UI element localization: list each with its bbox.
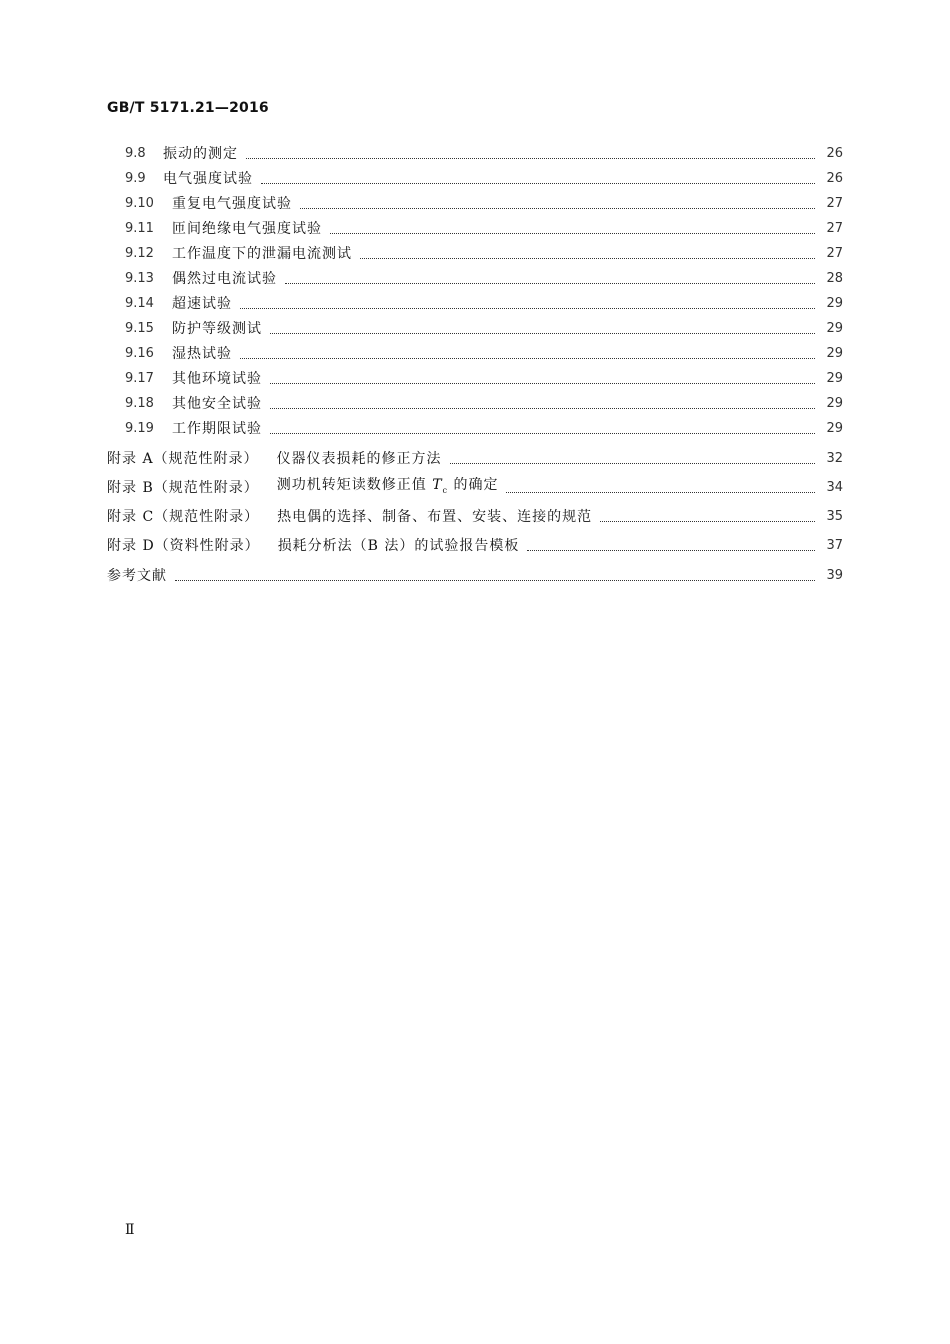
toc-entry-title: 热电偶的选择、制备、布置、安装、连接的规范 (277, 509, 593, 525)
toc-leader-dots (246, 158, 815, 159)
toc-leader-dots (270, 383, 815, 384)
toc-entry-page: 29 (826, 396, 843, 411)
toc-entry-title: 其他环境试验 (172, 371, 262, 387)
toc-entry-number: 9.13 (125, 271, 154, 286)
toc-entry-page: 26 (826, 146, 843, 161)
toc-entry-title: 振动的测定 (163, 146, 238, 162)
toc-entry[interactable] (0, 144, 950, 164)
toc-entry-title: 其他安全试验 (172, 396, 262, 412)
toc-entry-title-part: 测功机转矩读数修正值 (276, 477, 427, 494)
toc-leader-dots (240, 308, 815, 309)
toc-entry-title: 重复电气强度试验 (172, 196, 292, 212)
toc-entry-number: 9.18 (125, 396, 154, 411)
toc-entry-number: 9.12 (125, 246, 154, 261)
toc-entry-page: 27 (826, 246, 843, 261)
toc-entry-number: 9.17 (125, 371, 154, 386)
toc-leader-dots (270, 408, 815, 409)
toc-entry-title: 偶然过电流试验 (172, 271, 277, 287)
toc-entry-number: 9.8 (125, 146, 146, 161)
toc-entry-number: 9.16 (125, 346, 154, 361)
toc-entry-title: 参考文献 (107, 568, 167, 584)
toc-entry[interactable] (0, 394, 950, 414)
toc-entry-title: 工作温度下的泄漏电流测试 (172, 246, 352, 262)
toc-appendix-label: 附录 C（规范性附录） (107, 509, 260, 525)
toc-leader-dots (270, 433, 815, 434)
toc-appendix-label: 附录 B（规范性附录） (107, 480, 259, 496)
toc-entry-page: 29 (826, 346, 843, 361)
toc-leader-dots (261, 183, 815, 184)
toc-leader-dots (285, 283, 815, 284)
toc-entry-page: 29 (826, 371, 843, 386)
page-number: Ⅱ (125, 1222, 135, 1238)
toc-leader-dots (175, 580, 815, 581)
toc-appendix-label: 附录 D（资料性附录） (107, 538, 260, 554)
toc-leader-dots (450, 463, 815, 464)
toc-entry[interactable] (0, 244, 950, 264)
toc-entry-number: 9.9 (125, 171, 146, 186)
toc-entry-title: 电气强度试验 (163, 171, 253, 187)
toc-appendix-entry[interactable] (0, 507, 950, 527)
toc-leader-dots (527, 550, 815, 551)
toc-appendix-entry[interactable] (0, 536, 950, 556)
toc-entry[interactable] (0, 369, 950, 389)
toc-entry-number: 9.11 (125, 221, 154, 236)
document-code: GB/T 5171.21—2016 (107, 100, 269, 116)
toc-entry-page: 39 (826, 568, 843, 583)
variable-subscript: c (442, 485, 449, 495)
toc-entry-title: 工作期限试验 (172, 421, 262, 437)
toc-leader-dots (300, 208, 815, 209)
toc-entry-page: 37 (826, 538, 843, 553)
toc-entry[interactable] (0, 319, 950, 339)
toc-entry-page: 34 (826, 480, 843, 495)
toc-entry-number: 9.15 (125, 321, 154, 336)
toc-references-entry[interactable] (0, 566, 950, 586)
toc-entry-page: 29 (826, 321, 843, 336)
toc-entry-title: 湿热试验 (172, 346, 232, 362)
toc-entry[interactable] (0, 194, 950, 214)
toc-leader-dots (360, 258, 815, 259)
toc-entry-title (277, 475, 499, 501)
toc-entry-title-part: 的确定 (453, 477, 499, 494)
toc-entry[interactable] (0, 344, 950, 364)
toc-entry-page: 29 (826, 296, 843, 311)
variable-symbol: T (432, 477, 443, 494)
toc-entry-page: 27 (826, 196, 843, 211)
toc-appendix-entry[interactable] (0, 449, 950, 469)
toc-leader-dots (600, 521, 815, 522)
toc-entry-page: 26 (826, 171, 843, 186)
toc-entry-page: 32 (826, 451, 843, 466)
toc-leader-dots (270, 333, 815, 334)
toc-entry-number: 9.10 (125, 196, 154, 211)
toc-entry-title: 匝间绝缘电气强度试验 (172, 221, 322, 237)
toc-entry-page: 29 (826, 421, 843, 436)
toc-entry-title: 超速试验 (172, 296, 232, 312)
toc-entry[interactable] (0, 169, 950, 189)
toc-entry[interactable] (0, 419, 950, 439)
toc-entry-title: 防护等级测试 (172, 321, 262, 337)
toc-entry-page: 28 (826, 271, 843, 286)
toc-appendix-label: 附录 A（规范性附录） (107, 451, 259, 467)
toc-entry-number: 9.19 (125, 421, 154, 436)
toc-leader-dots (506, 492, 815, 493)
toc-entry-page: 35 (826, 509, 843, 524)
toc-entry[interactable] (0, 219, 950, 239)
toc-entry[interactable] (0, 294, 950, 314)
toc-leader-dots (240, 358, 815, 359)
toc-entry-number: 9.14 (125, 296, 154, 311)
toc-leader-dots (330, 233, 815, 234)
toc-entry[interactable] (0, 269, 950, 289)
toc-appendix-entry[interactable] (0, 478, 950, 498)
toc-entry-title: 仪器仪表损耗的修正方法 (276, 451, 442, 467)
toc-entry-page: 27 (826, 221, 843, 236)
toc-entry-title: 损耗分析法（B 法）的试验报告模板 (277, 538, 520, 554)
